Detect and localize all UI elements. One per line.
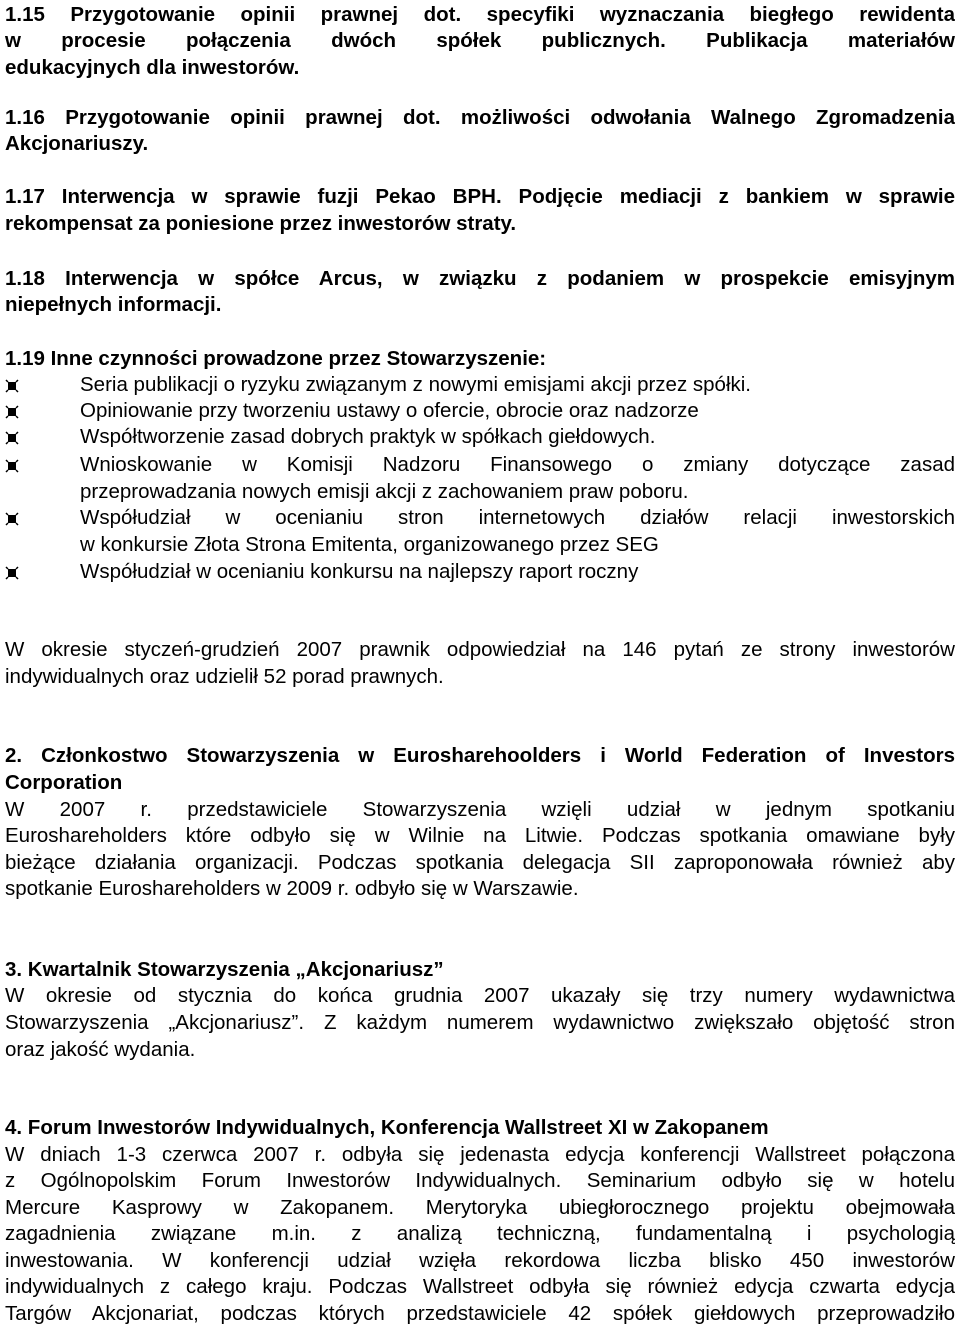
bullet-square-icon [5,566,19,580]
bullet-4-text-line-2: przeprowadzania nowych emisji akcji z zachowaniem praw poboru. [80,480,689,503]
section-3-body-line-1: W okresie od stycznia do końca grudnia 2007 ukazały się trzy numery wydawnictwa [5,984,955,1007]
section-4-body-line-5: inwestowania. W konferencji udział wzięła rekordowa liczba blisko 450 inwestorów [5,1249,955,1272]
section-3-heading: 3. Kwartalnik Stowarzyszenia „Akcjonariusz” [5,958,444,981]
section-3-body-line-2: Stowarzyszenia „Akcjonariusz”. Z każdym numerem wydawnictwo zwiększało objętość stron [5,1011,955,1034]
bullet-5-text-line-2: w konkursie Złota Strona Emitenta, organizowanego przez SEG [80,533,659,556]
section-4-body-line-2: z Ogólnopolskim Forum Inwestorów Indywidualnych. Seminarium odbyło się w hotelu [5,1169,955,1192]
bullet-3-text: Współtworzenie zasad dobrych praktyk w spółkach giełdowych. [80,425,656,448]
item-1-17-line-1: 1.17 Interwencja w sprawie fuzji Pekao BPH. Podjęcie mediacji z bankiem w sprawie [5,185,955,208]
section-3-body-line-3: oraz jakość wydania. [5,1038,196,1061]
section-4-heading: 4. Forum Inwestorów Indywidualnych, Konferencja Wallstreet XI w Zakopanem [5,1116,769,1139]
section-2-body-line-3: bieżące działania organizacji. Podczas spotkania delegacja SII zaproponowała również aby [5,851,955,874]
section-4-body-line-7: Targów Akcjonariat, podczas których przedstawiciele 42 spółek giełdowych przeprowadziło [5,1302,955,1325]
bullet-square-icon [5,512,19,526]
item-1-15-line-1: 1.15 Przygotowanie opinii prawnej dot. specyfiki wyznaczania biegłego rewidenta [5,3,955,26]
item-1-17-line-2: rekompensat za poniesione przez inwestorów straty. [5,212,517,235]
item-1-18-line-2: niepełnych informacji. [5,293,222,316]
section-4-body-line-1: W dniach 1-3 czerwca 2007 r. odbyła się jedenasta edycja konferencji Wallstreet połączona [5,1143,955,1166]
section-2-body-line-4: spotkanie Euroshareholders w 2009 r. odbyło się w Warszawie. [5,877,579,900]
item-1-19-heading: 1.19 Inne czynności prowadzone przez Stowarzyszenie: [5,347,547,370]
item-1-16-line-1: 1.16 Przygotowanie opinii prawnej dot. możliwości odwołania Walnego Zgromadzenia [5,106,955,129]
item-1-15-line-2: w procesie połączenia dwóch spółek publicznych. Publikacja materiałów [5,29,955,52]
item-1-16-line-2: Akcjonariuszy. [5,132,149,155]
section-2-body-line-2: Euroshareholders które odbyło się w Wilnie na Litwie. Podczas spotkania omawiane były [5,824,955,847]
bullet-square-icon [5,459,19,473]
section-2-body-line-1: W 2007 r. przedstawiciele Stowarzyszenia wzięli udział w jednym spotkaniu [5,798,955,821]
section-2-heading-line-2: Corporation [5,771,123,794]
summary-line-1: W okresie styczeń-grudzień 2007 prawnik odpowiedział na 146 pytań ze strony inwestorów [5,638,955,661]
bullet-square-icon [5,431,19,445]
item-1-15-line-3: edukacyjnych dla inwestorów. [5,56,300,79]
bullet-square-icon [5,379,19,393]
item-1-18-line-1: 1.18 Interwencja w spółce Arcus, w związku z podaniem w prospekcie emisyjnym [5,267,955,290]
section-4-body-line-3: Mercure Kasprowy w Zakopanem. Merytoryka ubiegłorocznego projektu obejmowała [5,1196,955,1219]
section-2-heading-line-1: 2. Członkostwo Stowarzyszenia w Eurosharehoolders i World Federation of Investors [5,744,955,767]
bullet-1-text: Seria publikacji o ryzyku związanym z nowymi emisjami akcji przez spółki. [80,373,752,396]
bullet-4-text-line-1: Wnioskowanie w Komisji Nadzoru Finansowego o zmiany dotyczące zasad [80,453,955,476]
bullet-2-text: Opiniowanie przy tworzeniu ustawy o ofercie, obrocie oraz nadzorze [80,399,699,422]
bullet-6-text: Współudział w ocenianiu konkursu na najlepszy raport roczny [80,560,639,583]
section-4-body-line-6: indywidualnych z całego kraju. Podczas Wallstreet odbyła się również edycja czwarta edycja [5,1275,955,1298]
summary-line-2: indywidualnych oraz udzielił 52 porad prawnych. [5,665,444,688]
section-4-body-line-4: zagadnienia związane m.in. z analizą techniczną, fundamentalną i psychologią [5,1222,955,1245]
bullet-square-icon [5,405,19,419]
bullet-5-text-line-1: Współudział w ocenianiu stron internetowych działów relacji inwestorskich [80,506,955,529]
